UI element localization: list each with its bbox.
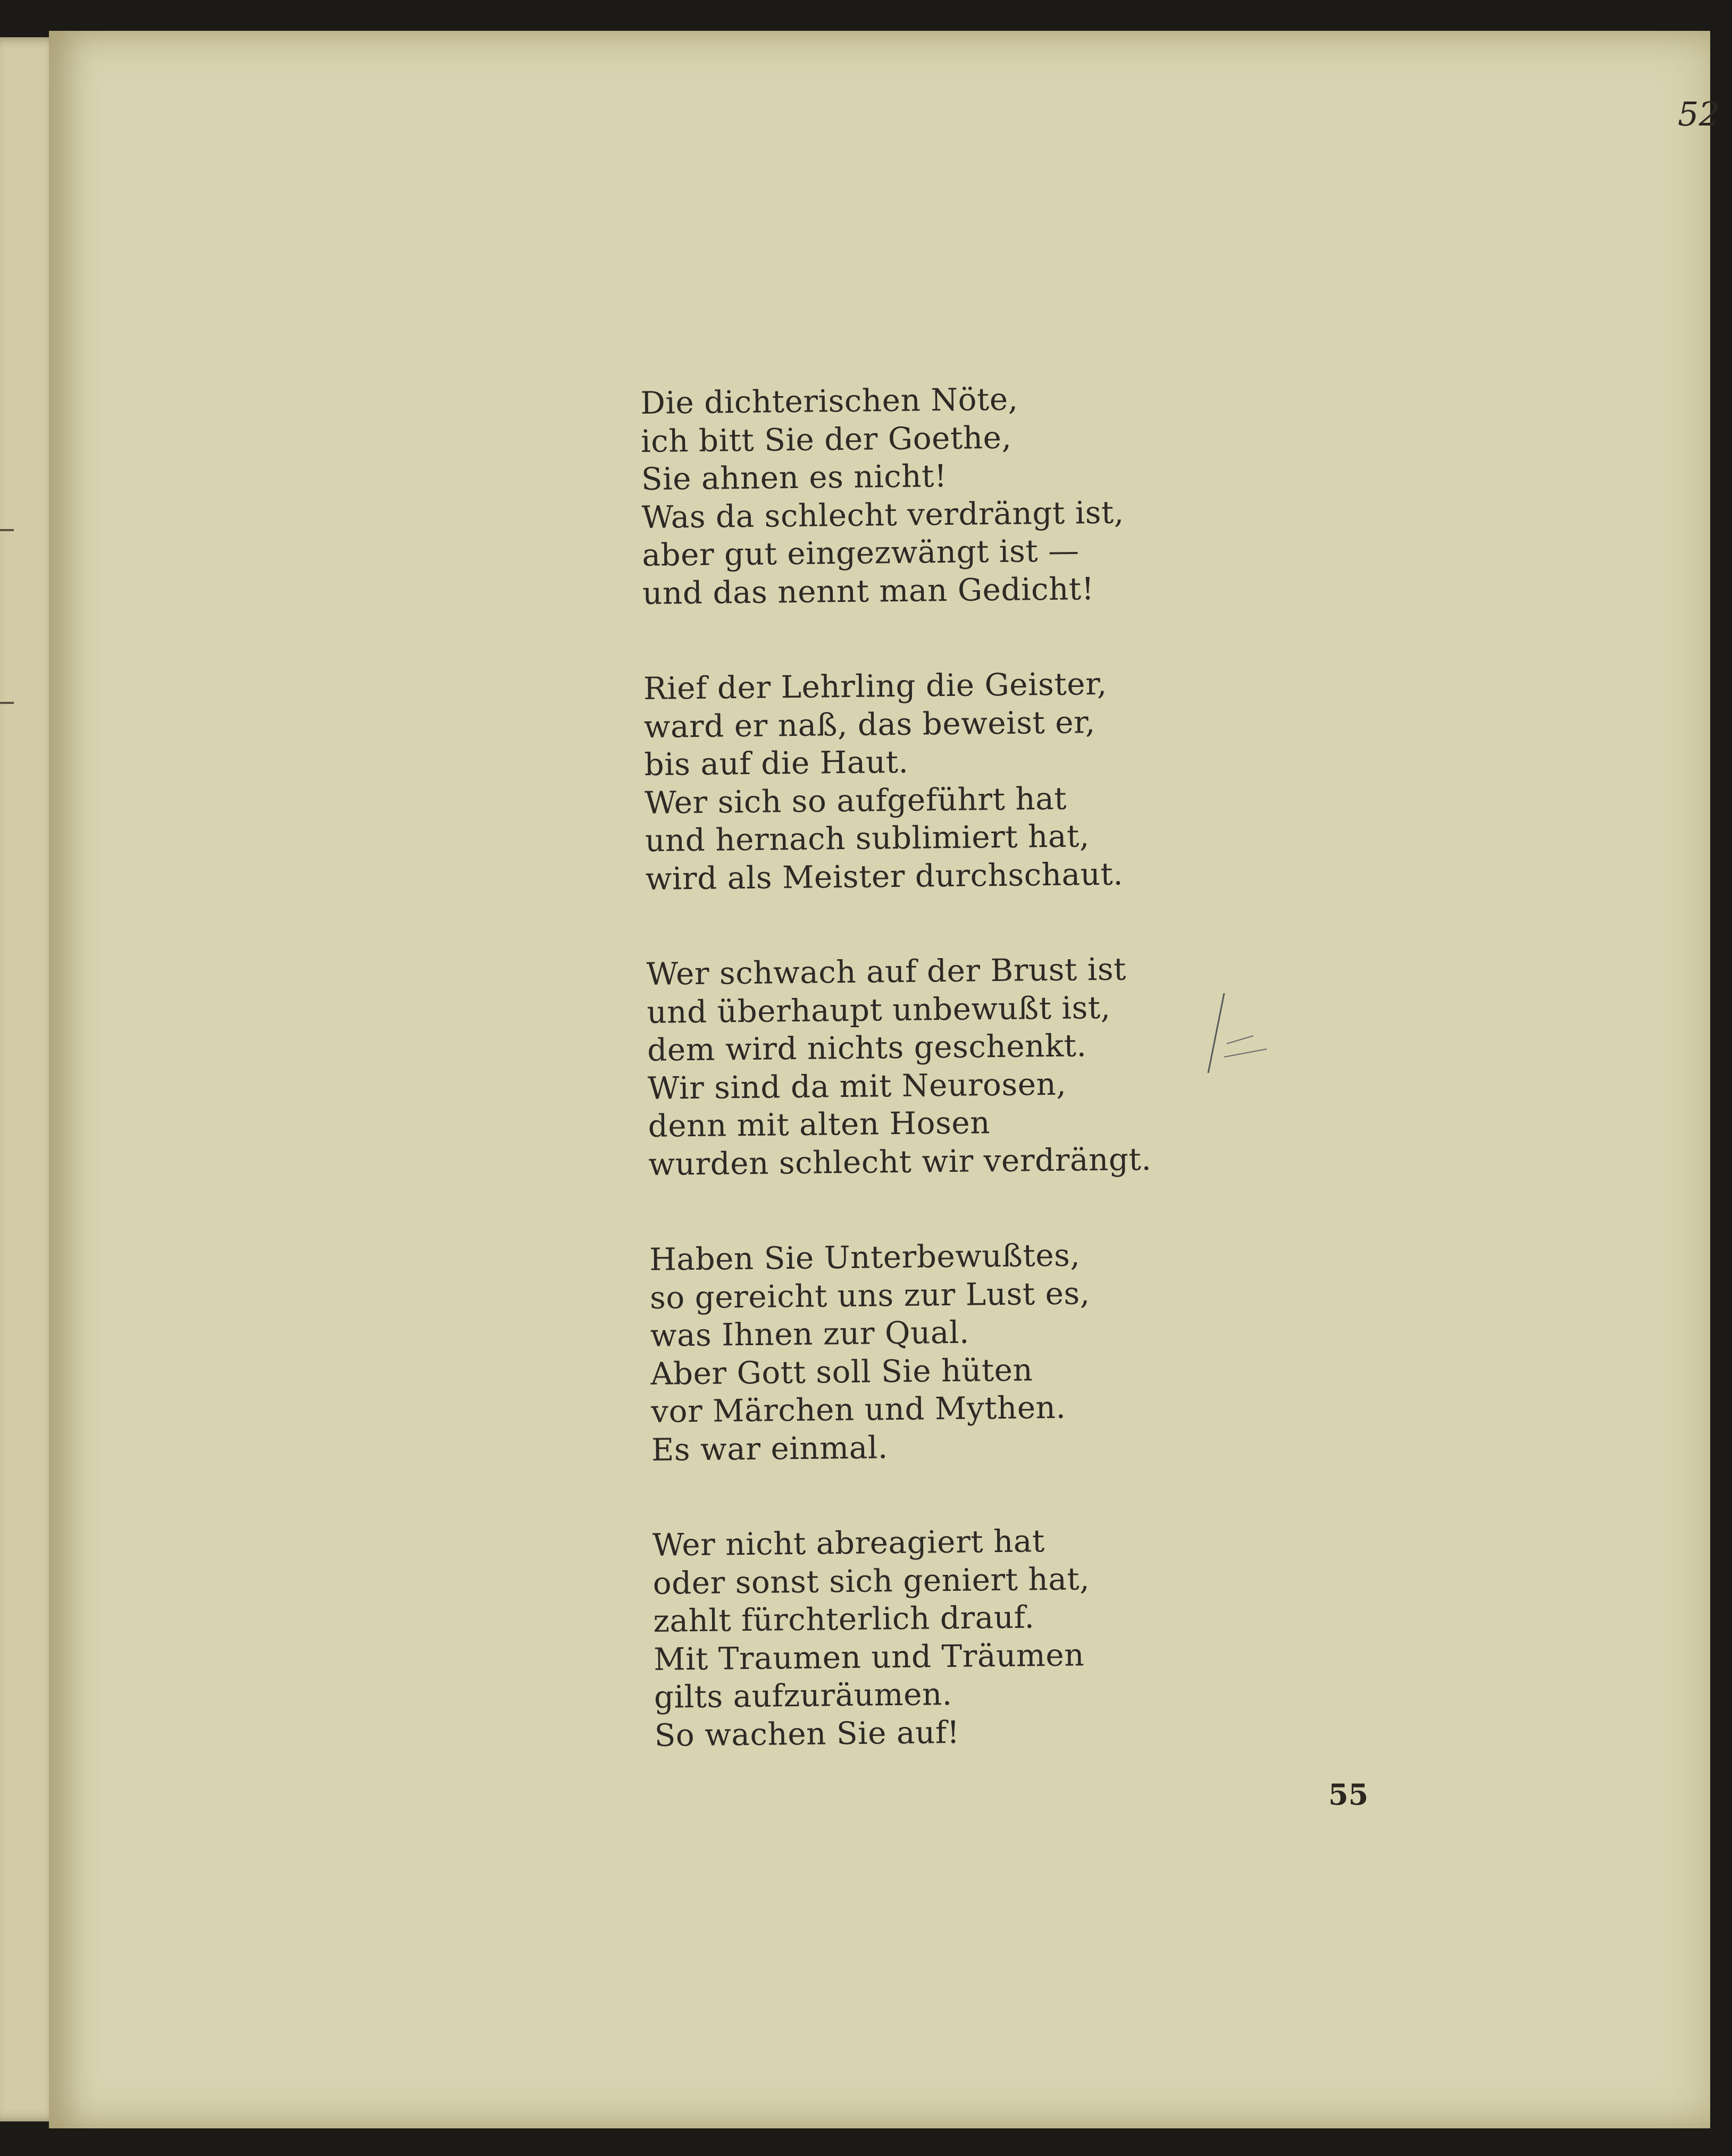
poem-line: Haben Sie Unterbewußtes,	[649, 1237, 1081, 1278]
poem-line: Wir sind da mit Neurosen,	[647, 1066, 1067, 1106]
poem-line: wurden schlecht wir verdrängt.	[648, 1140, 1152, 1182]
poem-line: ich bitt Sie der Goethe,	[640, 419, 1012, 459]
margin-rule	[0, 702, 14, 704]
poem-line: Was da schlecht verdrängt ist,	[641, 493, 1125, 535]
poem-line: oder sonst sich geniert hat,	[652, 1560, 1090, 1601]
pencil-annotation-mark	[1203, 988, 1288, 1078]
poem-line: wird als Meister durchschaut.	[645, 855, 1124, 897]
poem-line: Es war einmal.	[651, 1429, 889, 1468]
page-number: 55	[1328, 1777, 1369, 1811]
poem-line: gilts aufzuräumen.	[654, 1675, 953, 1715]
margin-rule	[0, 529, 14, 531]
poem-line: denn mit alten Hosen	[648, 1104, 991, 1144]
poem-line: und hernach sublimiert hat,	[645, 818, 1090, 859]
stanza	[640, 379, 1145, 613]
stanza	[646, 950, 1151, 1184]
handwritten-folio-number: 52	[1678, 95, 1720, 133]
poem-line: Die dichterischen Nöte,	[640, 381, 1018, 421]
poem-line: Mit Traumen und Träumen	[653, 1636, 1085, 1677]
stanza	[649, 1236, 1154, 1469]
poem-line: Wer schwach auf der Brust ist	[646, 951, 1127, 992]
book-page	[49, 31, 1720, 2128]
poem-line: und überhaupt unbewußt ist,	[647, 989, 1111, 1030]
poem-line: Rief der Lehrling die Geister,	[643, 665, 1108, 707]
poem-line: Aber Gott soll Sie hüten	[650, 1351, 1033, 1392]
poem-line: Wer sich so aufgeführt hat	[644, 780, 1067, 821]
poem-line: bis auf die Haut.	[644, 743, 909, 783]
poem-line: Sie ahnen es nicht!	[641, 457, 948, 497]
poem-line: zahlt fürchterlich drauf.	[653, 1599, 1035, 1639]
stanza	[652, 1521, 1157, 1755]
stanza	[643, 665, 1149, 898]
poem-line: ward er naß, das beweist er,	[643, 703, 1096, 745]
poem-line: was Ihnen zur Qual.	[650, 1314, 970, 1354]
poem-line: So wachen Sie auf!	[654, 1714, 960, 1754]
poem-line: vor Märchen und Mythen.	[650, 1389, 1066, 1430]
poem	[640, 379, 1158, 1812]
poem-line: dem wird nichts geschenkt.	[647, 1027, 1087, 1068]
poem-line: so gereicht uns zur Lust es,	[649, 1274, 1090, 1316]
poem-line: Wer nicht abreagiert hat	[652, 1523, 1045, 1563]
poem-line: aber gut eingezwängt ist —	[642, 532, 1080, 573]
poem-line: und das nennt man Gedicht!	[642, 570, 1094, 611]
